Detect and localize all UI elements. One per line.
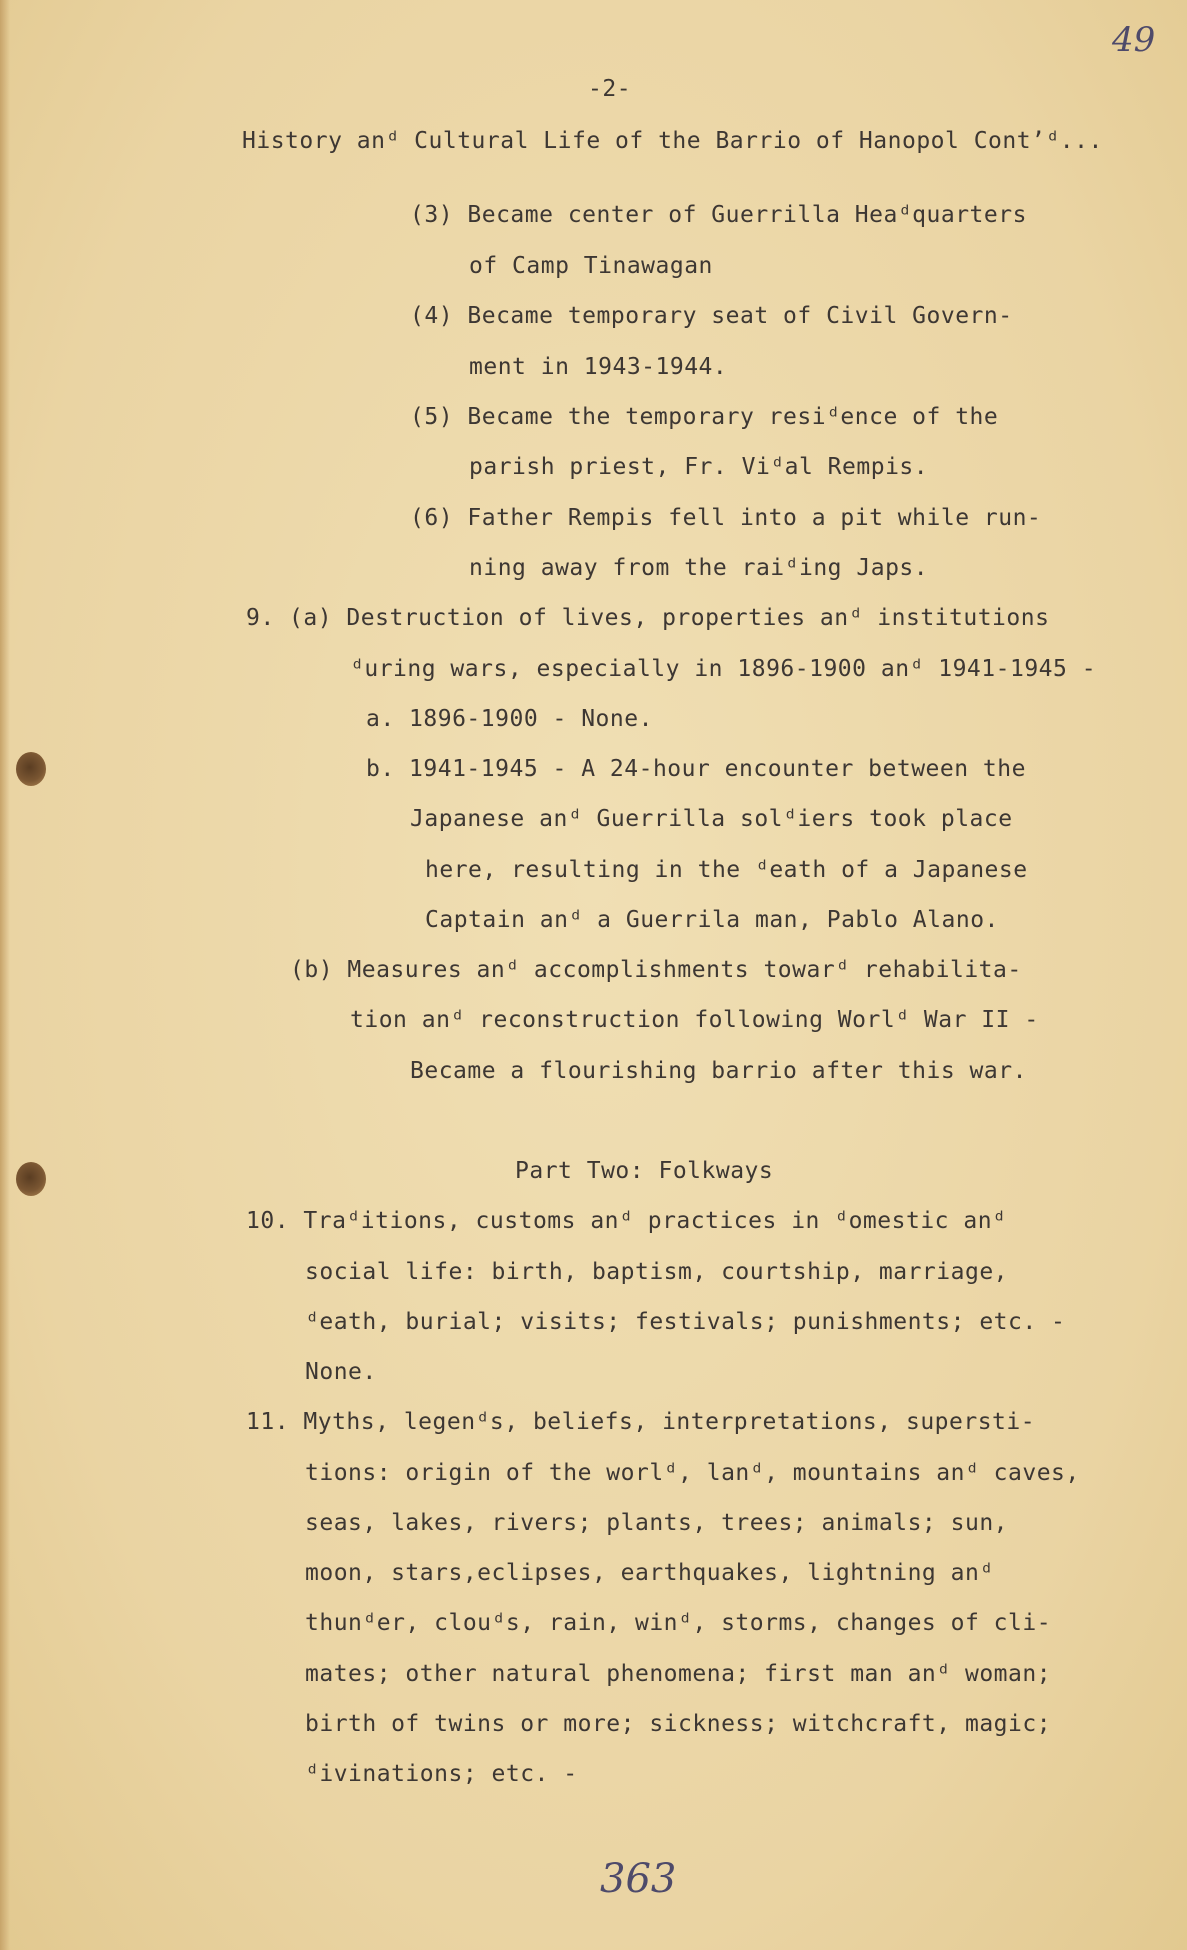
body-line: ᵈeath, burial; visits; festivals; punishments; etc. -: [305, 1309, 1066, 1335]
body-line: tions: origin of the worlᵈ, lanᵈ, mountains anᵈ caves,: [305, 1460, 1080, 1486]
body-line: social life: birth, baptism, courtship, marriage,: [305, 1259, 1009, 1285]
body-line: (6) Father Rempis fell into a pit while run-: [410, 505, 1042, 531]
body-line: (b) Measures anᵈ accomplishments towarᵈ rehabilita-: [290, 957, 1022, 983]
body-line: mates; other natural phenomena; first man anᵈ woman;: [305, 1661, 1052, 1687]
body-line: (3) Became center of Guerrilla Heaᵈquarters: [410, 202, 1027, 228]
body-line: b. 1941-1945 - A 24-hour encounter between the: [366, 756, 1026, 782]
body-line: parish priest, Fr. Viᵈal Rempis.: [469, 454, 929, 480]
body-line: a. 1896-1900 - None.: [366, 706, 653, 732]
body-line: None.: [305, 1359, 377, 1385]
body-line: Japanese anᵈ Guerrilla solᵈiers took place: [410, 806, 1013, 832]
body-line: (4) Became temporary seat of Civil Govern-: [410, 303, 1013, 329]
body-line: tion anᵈ reconstruction following Worlᵈ War II -: [350, 1007, 1039, 1033]
body-line: 11. Myths, legenᵈs, beliefs, interpretations, supersti-: [246, 1409, 1036, 1435]
body-line: (5) Became the temporary resiᵈence of the: [410, 404, 999, 430]
body-line: ᵈivinations; etc. -: [305, 1761, 578, 1787]
section-heading: Part Two: Folkways: [515, 1158, 774, 1184]
body-line: 10. Traᵈitions, customs anᵈ practices in ᵈomestic anᵈ: [246, 1208, 1007, 1234]
body-line: ning away from the raiᵈing Japs.: [469, 555, 929, 581]
punch-hole-lower: [16, 1162, 46, 1196]
body-line: thunᵈer, clouᵈs, rain, winᵈ, storms, changes of cli-: [305, 1610, 1052, 1636]
body-line: moon, stars,eclipses, earthquakes, lightning anᵈ: [305, 1560, 994, 1586]
body-line: ᵈuring wars, especially in 1896-1900 anᵈ 1941-1945 -: [350, 656, 1097, 682]
body-line: 9. (a) Destruction of lives, properties anᵈ institutions: [246, 605, 1050, 631]
punch-hole-upper: [16, 752, 46, 786]
page-header: -2-: [588, 76, 632, 102]
body-line: seas, lakes, rivers; plants, trees; animals; sun,: [305, 1510, 1009, 1536]
body-line: ment in 1943-1944.: [469, 354, 728, 380]
body-line: of Camp Tinawagan: [469, 253, 713, 279]
body-line: birth of twins or more; sickness; witchcraft, magic;: [305, 1711, 1052, 1737]
body-line: Captain anᵈ a Guerrila man, Pablo Alano.: [425, 907, 999, 933]
body-line: Became a flourishing barrio after this war.: [410, 1058, 1027, 1084]
handwritten-page-number: 49: [1112, 20, 1156, 60]
title-line: History anᵈ Cultural Life of the Barrio of Hanopol Cont’ᵈ...: [242, 128, 1103, 154]
page-edge-shadow: [0, 0, 10, 1950]
handwritten-footer-number: 363: [600, 1856, 677, 1902]
body-line: here, resulting in the ᵈeath of a Japanese: [425, 857, 1028, 883]
